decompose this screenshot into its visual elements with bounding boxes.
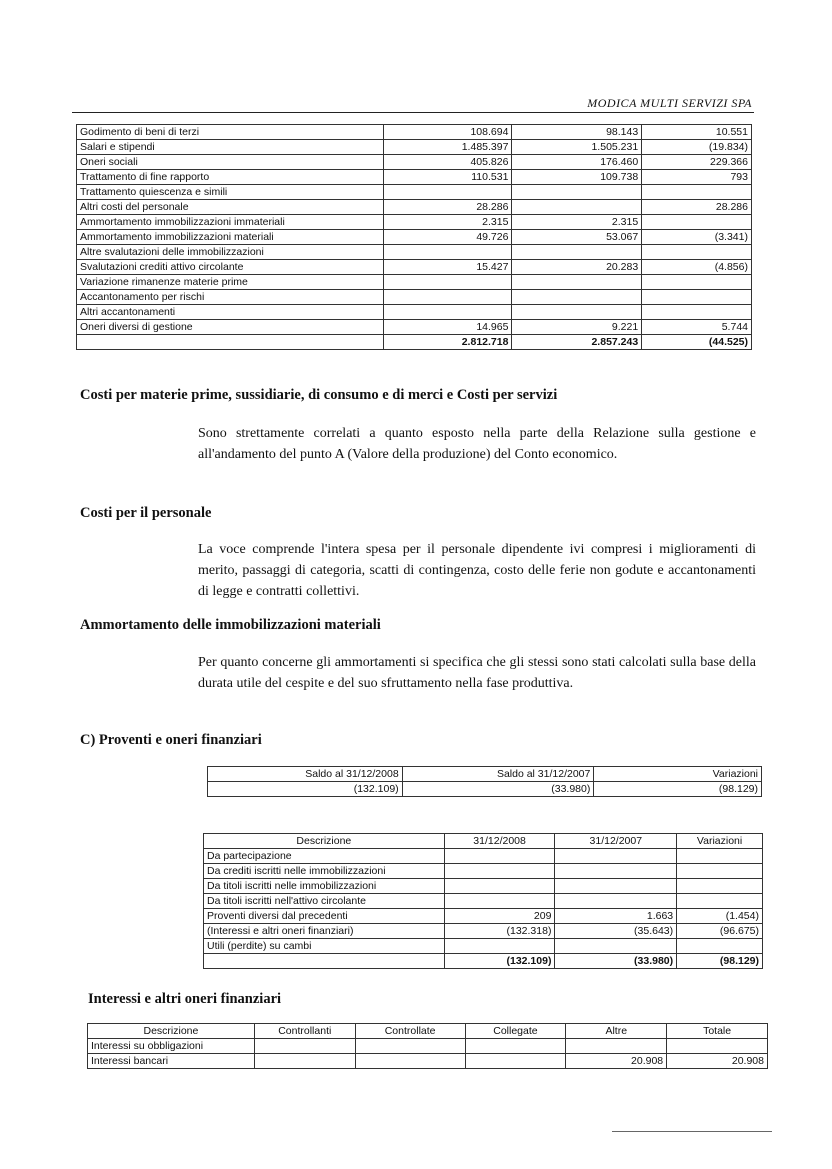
cost-row-label: Variazione rimanenze materie prime	[77, 275, 384, 290]
int-header-totale: Totale	[667, 1024, 768, 1039]
cost-row-2007: 53.067	[512, 230, 642, 245]
cost-row-2008: 2.315	[383, 215, 512, 230]
cost-table-row	[77, 305, 752, 320]
cost-row-2008: 1.485.397	[383, 140, 512, 155]
fin-total-label	[204, 954, 445, 969]
cost-row-variazioni: 28.286	[642, 200, 752, 215]
cost-table-row	[77, 245, 752, 260]
cost-row-variazioni: 229.366	[642, 155, 752, 170]
cost-row-2007: 2.315	[512, 215, 642, 230]
cost-row-2008	[383, 290, 512, 305]
int-row-collegate	[465, 1054, 566, 1069]
cost-row-variazioni	[642, 275, 752, 290]
cost-table-total-row	[77, 335, 752, 350]
cost-row-2007	[512, 290, 642, 305]
int-header-collegate: Collegate	[465, 1024, 566, 1039]
header-rule	[72, 112, 754, 113]
cost-row-label: Salari e stipendi	[77, 140, 384, 155]
cost-total-2007: 2.857.243	[512, 335, 642, 350]
fin-row-label: Proventi diversi dal precedenti	[204, 909, 445, 924]
cost-row-2007: 20.283	[512, 260, 642, 275]
cost-table-row	[77, 320, 752, 335]
cost-row-2007: 98.143	[512, 125, 642, 140]
fin-table-row	[204, 879, 763, 894]
fin-total-variazioni: (98.129)	[677, 954, 763, 969]
fin-row-label: Utili (perdite) su cambi	[204, 939, 445, 954]
int-header-altre: Altre	[566, 1024, 667, 1039]
cost-row-variazioni: (3.341)	[642, 230, 752, 245]
fin-row-2008	[444, 879, 555, 894]
cost-row-2008	[383, 245, 512, 260]
cost-row-label: Oneri sociali	[77, 155, 384, 170]
cost-row-2007: 109.738	[512, 170, 642, 185]
saldo-header-variazioni: Variazioni	[594, 767, 762, 782]
cost-table-row	[77, 125, 752, 140]
cost-table-row	[77, 200, 752, 215]
saldo-header-2008: Saldo al 31/12/2008	[208, 767, 403, 782]
cost-table-row	[77, 185, 752, 200]
int-row-altre	[566, 1039, 667, 1054]
fin-row-2008	[444, 849, 555, 864]
cost-row-2008: 49.726	[383, 230, 512, 245]
fin-row-label: Da partecipazione	[204, 849, 445, 864]
company-header: MODICA MULTI SERVIZI SPA	[587, 96, 752, 110]
interest-table-row	[88, 1039, 768, 1054]
fin-total-2007: (33.980)	[555, 954, 677, 969]
fin-header-variazioni: Variazioni	[677, 834, 763, 849]
interest-table-row	[88, 1054, 768, 1069]
fin-header-2007: 31/12/2007	[555, 834, 677, 849]
cost-row-label: Altri accantonamenti	[77, 305, 384, 320]
cost-row-label: Trattamento di fine rapporto	[77, 170, 384, 185]
cost-table-row	[77, 275, 752, 290]
int-table-body	[88, 1039, 768, 1069]
fin-row-variazioni	[677, 849, 763, 864]
fin-row-2007	[555, 879, 677, 894]
cost-row-label: Altre svalutazioni delle immobilizzazioni	[77, 245, 384, 260]
cost-row-2007	[512, 200, 642, 215]
fin-row-2007	[555, 864, 677, 879]
cost-row-label: Oneri diversi di gestione	[77, 320, 384, 335]
fin-table-row	[204, 864, 763, 879]
section-title-ammortamento: Ammortamento delle immobilizzazioni materiali	[80, 617, 381, 633]
cost-row-label: Accantonamento per rischi	[77, 290, 384, 305]
cost-row-variazioni	[642, 215, 752, 230]
cost-table-row	[77, 290, 752, 305]
int-row-controllate	[355, 1054, 465, 1069]
cost-row-label: Svalutazioni crediti attivo circolante	[77, 260, 384, 275]
section-title-personale: Costi per il personale	[80, 505, 212, 521]
footer-rule	[612, 1131, 772, 1132]
cost-row-2008	[383, 275, 512, 290]
fin-row-variazioni	[677, 894, 763, 909]
int-header-descrizione: Descrizione	[88, 1024, 255, 1039]
interest-table	[87, 1023, 768, 1069]
fin-row-2007: (35.643)	[555, 924, 677, 939]
cost-total-label	[77, 335, 384, 350]
fin-row-variazioni: (1.454)	[677, 909, 763, 924]
fin-row-variazioni: (96.675)	[677, 924, 763, 939]
fin-row-2008	[444, 864, 555, 879]
cost-row-2007	[512, 275, 642, 290]
fin-table-row	[204, 924, 763, 939]
cost-total-2008: 2.812.718	[383, 335, 512, 350]
saldo-table	[207, 766, 762, 797]
fin-table-body	[204, 849, 763, 969]
int-row-collegate	[465, 1039, 566, 1054]
saldo-value-variazioni: (98.129)	[594, 782, 762, 797]
fin-table	[203, 833, 763, 969]
section-title-interessi: Interessi e altri oneri finanziari	[88, 991, 282, 1007]
cost-row-2007	[512, 245, 642, 260]
saldo-value-2008: (132.109)	[208, 782, 403, 797]
saldo-header-2007: Saldo al 31/12/2007	[402, 767, 594, 782]
fin-row-variazioni	[677, 939, 763, 954]
fin-row-2007	[555, 849, 677, 864]
cost-row-label: Altri costi del personale	[77, 200, 384, 215]
int-row-altre: 20.908	[566, 1054, 667, 1069]
cost-row-2008: 15.427	[383, 260, 512, 275]
fin-row-label: Da crediti iscritti nelle immobilizzazioni	[204, 864, 445, 879]
fin-row-label: (Interessi e altri oneri finanziari)	[204, 924, 445, 939]
int-header-controllanti: Controllanti	[254, 1024, 355, 1039]
cost-table-body	[77, 125, 752, 350]
cost-row-2008: 108.694	[383, 125, 512, 140]
cost-row-2008	[383, 305, 512, 320]
fin-row-2008	[444, 939, 555, 954]
int-row-label: Interessi bancari	[88, 1054, 255, 1069]
cost-row-label: Ammortamento immobilizzazioni immateriali	[77, 215, 384, 230]
cost-row-variazioni: 793	[642, 170, 752, 185]
cost-row-2007	[512, 305, 642, 320]
cost-table-row	[77, 230, 752, 245]
fin-table-row	[204, 939, 763, 954]
section-text-personale: La voce comprende l'intera spesa per il personale dipendente ivi compresi i miglioramenti di merito, passaggi di categoria, scatti di contingenza, costo delle ferie non godute e accantonamenti di legge e contratti collettivi.	[198, 542, 756, 599]
fin-row-2008	[444, 894, 555, 909]
int-row-controllate	[355, 1039, 465, 1054]
fin-row-label: Da titoli iscritti nell'attivo circolante	[204, 894, 445, 909]
fin-row-variazioni	[677, 879, 763, 894]
cost-row-2007: 1.505.231	[512, 140, 642, 155]
cost-total-variazioni: (44.525)	[642, 335, 752, 350]
int-row-totale	[667, 1039, 768, 1054]
fin-table-row	[204, 894, 763, 909]
fin-row-2008: 209	[444, 909, 555, 924]
cost-row-2007	[512, 185, 642, 200]
cost-row-variazioni: (19.834)	[642, 140, 752, 155]
int-row-label: Interessi su obbligazioni	[88, 1039, 255, 1054]
cost-row-2007: 176.460	[512, 155, 642, 170]
fin-header-2008: 31/12/2008	[444, 834, 555, 849]
fin-row-variazioni	[677, 864, 763, 879]
cost-row-2008: 14.965	[383, 320, 512, 335]
cost-table-row	[77, 170, 752, 185]
int-row-controllanti	[254, 1039, 355, 1054]
int-row-totale: 20.908	[667, 1054, 768, 1069]
section-title-proventi: C) Proventi e oneri finanziari	[80, 732, 262, 748]
fin-total-2008: (132.109)	[444, 954, 555, 969]
cost-row-variazioni: 10.551	[642, 125, 752, 140]
cost-row-variazioni	[642, 245, 752, 260]
cost-row-2008: 110.531	[383, 170, 512, 185]
cost-row-variazioni: (4.856)	[642, 260, 752, 275]
cost-table-row	[77, 260, 752, 275]
section-text-materie: Sono strettamente correlati a quanto esposto nella parte della Relazione sulla gestione e all'andamento del punto A (Valore della produzione) del Conto economico.	[198, 426, 756, 462]
cost-row-variazioni	[642, 185, 752, 200]
cost-table-row	[77, 215, 752, 230]
saldo-value-2007: (33.980)	[402, 782, 594, 797]
fin-header-descrizione: Descrizione	[204, 834, 445, 849]
fin-table-total-row	[204, 954, 763, 969]
cost-table-row	[77, 155, 752, 170]
cost-row-label: Trattamento quiescenza e simili	[77, 185, 384, 200]
section-title-materie: Costi per materie prime, sussidiarie, di consumo e di merci e Costi per servizi	[80, 387, 558, 403]
fin-row-label: Da titoli iscritti nelle immobilizzazioni	[204, 879, 445, 894]
cost-row-variazioni	[642, 305, 752, 320]
cost-row-label: Godimento di beni di terzi	[77, 125, 384, 140]
fin-table-row	[204, 849, 763, 864]
cost-row-variazioni: 5.744	[642, 320, 752, 335]
cost-row-2007: 9.221	[512, 320, 642, 335]
cost-row-2008: 28.286	[383, 200, 512, 215]
fin-row-2007	[555, 894, 677, 909]
fin-row-2008: (132.318)	[444, 924, 555, 939]
int-row-controllanti	[254, 1054, 355, 1069]
cost-row-label: Ammortamento immobilizzazioni materiali	[77, 230, 384, 245]
cost-row-2008: 405.826	[383, 155, 512, 170]
fin-row-2007: 1.663	[555, 909, 677, 924]
cost-table	[76, 124, 752, 350]
cost-table-row	[77, 140, 752, 155]
cost-row-2008	[383, 185, 512, 200]
section-text-ammortamento: Per quanto concerne gli ammortamenti si specifica che gli stessi sono stati calcolati sulla base della durata utile del cespite e del suo sfruttamento nella fase produttiva.	[198, 655, 756, 691]
fin-row-2007	[555, 939, 677, 954]
int-header-controllate: Controllate	[355, 1024, 465, 1039]
fin-table-row	[204, 909, 763, 924]
cost-row-variazioni	[642, 290, 752, 305]
